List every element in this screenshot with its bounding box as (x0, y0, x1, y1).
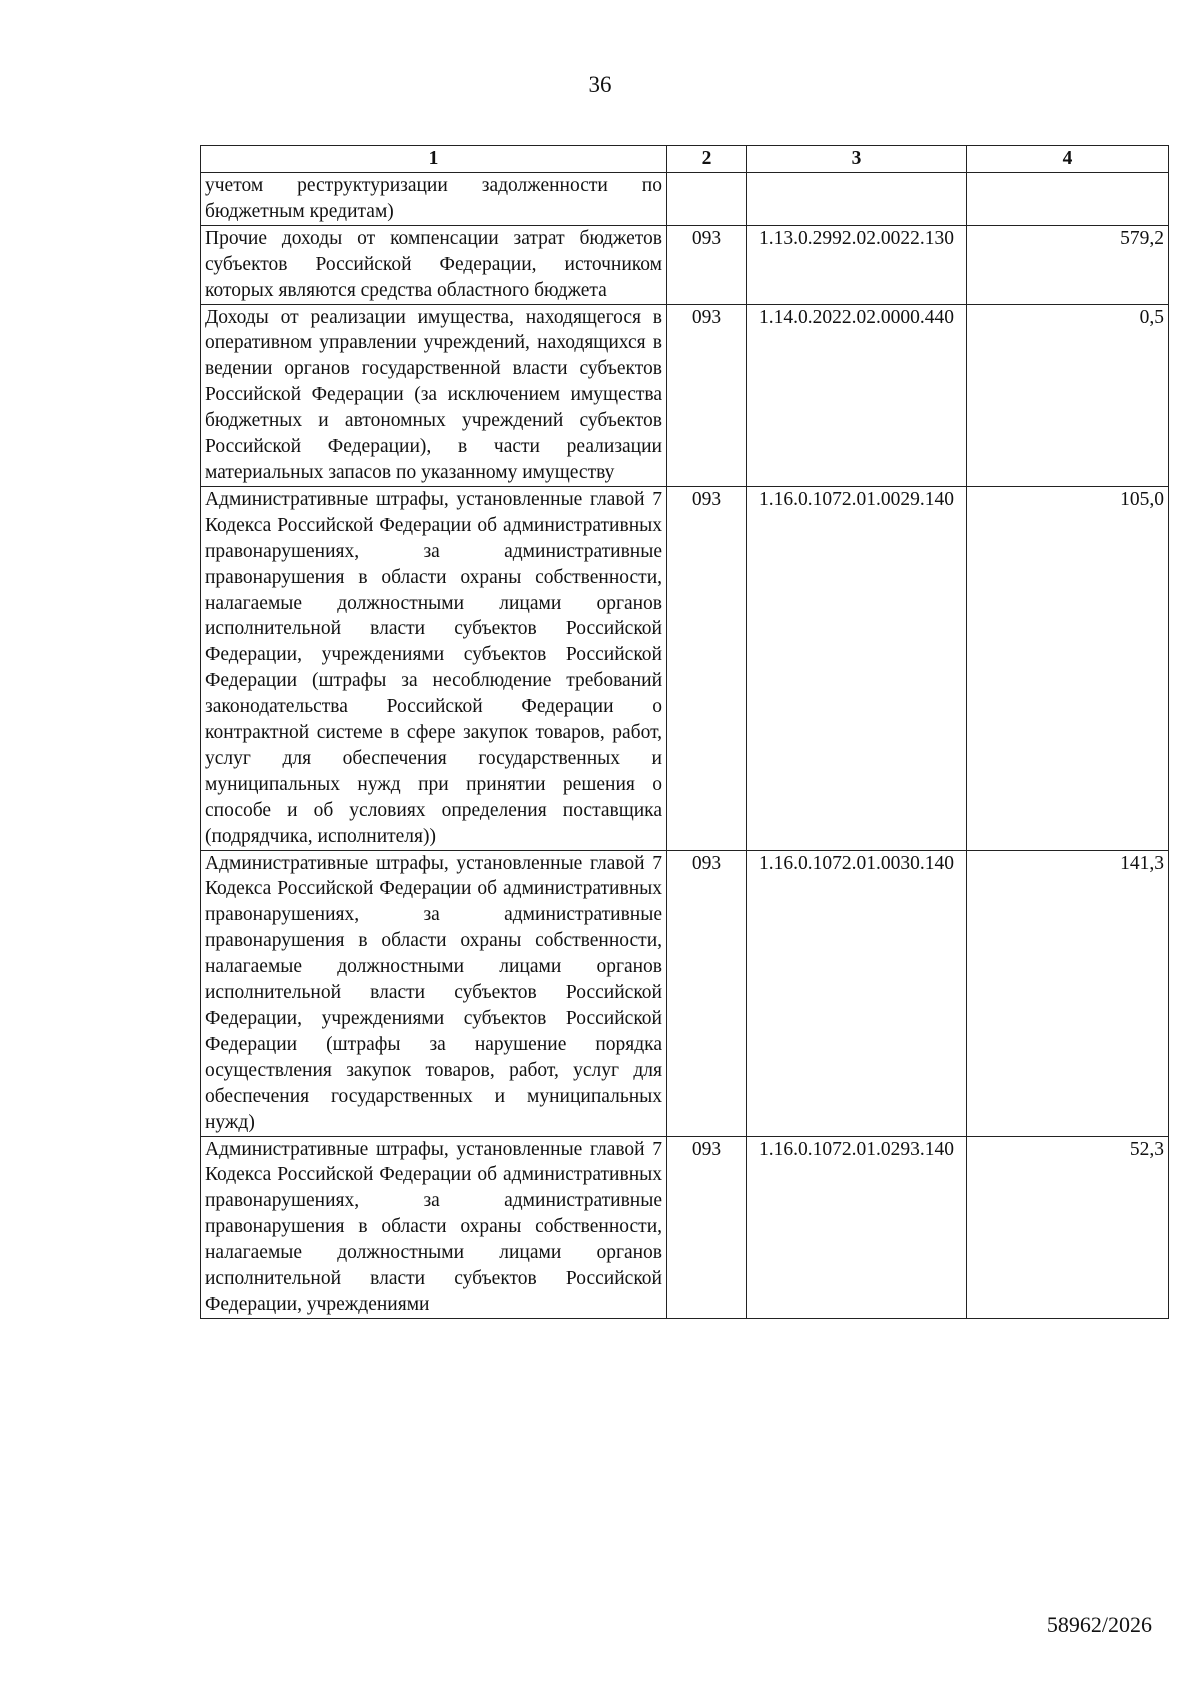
row-kbk-code (747, 173, 967, 226)
row-kbk-code: 1.13.0.2992.02.0022.130 (747, 225, 967, 304)
column-header-4: 4 (967, 146, 1169, 173)
budget-revenue-table (200, 145, 1169, 1319)
row-description: Административные штрафы, установленные главой 7 Кодекса Российской Федерации об административных правонарушениях, за административные правонарушения в области охраны собственности, налагаемые должностными лицами органов исполнительной власти субъектов Российской Федерации, учреждениями субъектов Российской Федерации (штрафы за нарушение порядка осуществления закупок товаров, работ, услуг для обеспечения государственных и муниципальных нужд) (201, 850, 667, 1136)
row-amount (967, 173, 1169, 226)
document-id: 58962/2026 (1046, 1612, 1152, 1637)
row-amount: 52,3 (967, 1136, 1169, 1318)
page-number: 36 (588, 72, 612, 97)
table-row (201, 225, 1169, 304)
row-amount: 141,3 (967, 850, 1169, 1136)
table-header-row (201, 146, 1169, 173)
table-row (201, 850, 1169, 1136)
row-kbk-code: 1.16.0.1072.01.0029.140 (747, 486, 967, 850)
row-admin-code: 093 (667, 1136, 747, 1318)
row-description: Прочие доходы от компенсации затрат бюджетов субъектов Российской Федерации, источником которых являются средства областного бюджета (201, 225, 667, 304)
row-description: Административные штрафы, установленные главой 7 Кодекса Российской Федерации об административных правонарушениях, за административные правонарушения в области охраны собственности, налагаемые должностными лицами органов исполнительной власти субъектов Российской Федерации, учреждениями субъектов Российской Федерации (штрафы за несоблюдение требований законодательства Российской Федерации о контрактной системе в сфере закупок товаров, работ, услуг для обеспечения государственных и муниципальных нужд при принятии решения о способе и об условиях определения поставщика (подрядчика, исполнителя)) (201, 486, 667, 850)
row-description: Административные штрафы, установленные главой 7 Кодекса Российской Федерации об административных правонарушениях, за административные правонарушения в области охраны собственности, налагаемые должностными лицами органов исполнительной власти субъектов Российской Федерации, учреждениями (201, 1136, 667, 1318)
row-kbk-code: 1.14.0.2022.02.0000.440 (747, 304, 967, 486)
row-admin-code: 093 (667, 850, 747, 1136)
row-amount: 105,0 (967, 486, 1169, 850)
table-row (201, 1136, 1169, 1318)
row-amount: 0,5 (967, 304, 1169, 486)
column-header-2: 2 (667, 146, 747, 173)
table-row (201, 304, 1169, 486)
row-admin-code: 093 (667, 304, 747, 486)
row-admin-code: 093 (667, 225, 747, 304)
row-description: Доходы от реализации имущества, находящегося в оперативном управлении учреждений, находящихся в ведении органов государственной власти субъектов Российской Федерации (за исключением имущества бюджетных и автономных учреждений субъектов Российской Федерации), в части реализации материальных запасов по указанному имуществу (201, 304, 667, 486)
column-header-3: 3 (747, 146, 967, 173)
row-amount: 579,2 (967, 225, 1169, 304)
row-kbk-code: 1.16.0.1072.01.0030.140 (747, 850, 967, 1136)
column-header-1: 1 (201, 146, 667, 173)
row-kbk-code: 1.16.0.1072.01.0293.140 (747, 1136, 967, 1318)
table-row (201, 486, 1169, 850)
row-admin-code (667, 173, 747, 226)
row-admin-code: 093 (667, 486, 747, 850)
row-description: учетом реструктуризации задолженности по бюджетным кредитам) (201, 173, 667, 226)
table-row (201, 173, 1169, 226)
